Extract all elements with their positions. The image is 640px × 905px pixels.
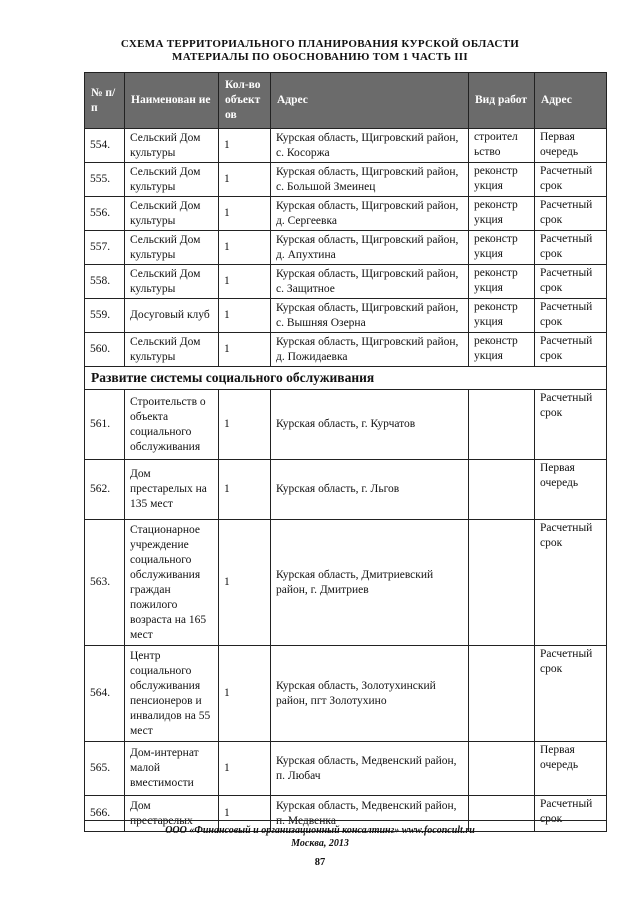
row-number: 560. <box>85 333 125 367</box>
row-count: 1 <box>219 129 271 163</box>
row-term: Расчетный срок <box>535 231 607 265</box>
row-work-type <box>469 742 535 796</box>
row-address: Курская область, Дмитриевский район, г. Дмитриев <box>271 520 469 646</box>
row-number: 561. <box>85 390 125 460</box>
row-term: Расчетный срок <box>535 197 607 231</box>
col-header-count: Кол-во объект ов <box>219 73 271 129</box>
row-work-type <box>469 520 535 646</box>
row-term: Расчетный срок <box>535 646 607 742</box>
table-row <box>85 299 607 333</box>
row-term: Первая очередь <box>535 460 607 520</box>
document-header-title: СХЕМА ТЕРРИТОРИАЛЬНОГО ПЛАНИРОВАНИЯ КУРСКОЙ ОБЛАСТИ <box>120 38 520 50</box>
table-section <box>85 367 607 390</box>
row-term: Первая очередь <box>535 742 607 796</box>
row-name: Сельский Дом культуры <box>125 163 219 197</box>
col-header-number: № п/п <box>85 73 125 129</box>
document-header-subtitle: МАТЕРИАЛЫ ПО ОБОСНОВАНИЮ ТОМ 1 ЧАСТЬ III <box>172 51 468 63</box>
row-number: 558. <box>85 265 125 299</box>
row-name: Стационарное учреждение социального обслуживания граждан пожилого возраста на 165 мест <box>125 520 219 646</box>
row-work-type: реконстр укция <box>469 197 535 231</box>
row-name: Сельский Дом культуры <box>125 231 219 265</box>
footer-company: ООО «Финансовый и организационный консалтинг» www.foconcult.ru <box>165 825 475 836</box>
row-number: 555. <box>85 163 125 197</box>
row-name: Дом престарелых <box>125 796 219 832</box>
row-address: Курская область, Щигровский район, с. Косоржа <box>271 129 469 163</box>
table-row <box>85 390 607 460</box>
row-name: Досуговый клуб <box>125 299 219 333</box>
row-term: Расчетный срок <box>535 520 607 646</box>
row-name: Сельский Дом культуры <box>125 265 219 299</box>
row-term: Расчетный срок <box>535 390 607 460</box>
page-number: 87 <box>314 857 326 868</box>
row-address: Курская область, Медвенский район, п. Любач <box>271 742 469 796</box>
table-header <box>85 73 607 129</box>
row-address: Курская область, г. Льгов <box>271 460 469 520</box>
table-row <box>85 231 607 265</box>
section-title: Развитие системы социального обслуживания <box>85 367 607 390</box>
row-work-type <box>469 390 535 460</box>
row-address: Курская область, Золотухинский район, пгт Золотухино <box>271 646 469 742</box>
table-row <box>85 520 607 646</box>
row-term: Расчетный срок <box>535 265 607 299</box>
row-count: 1 <box>219 333 271 367</box>
row-name: Центр социального обслуживания пенсионеров и инвалидов на 55 мест <box>125 646 219 742</box>
objects-table <box>84 72 607 832</box>
col-header-work-type: Вид работ <box>469 73 535 129</box>
table-row <box>85 333 607 367</box>
table-row <box>85 646 607 742</box>
row-address: Курская область, Щигровский район, д. Апухтина <box>271 231 469 265</box>
table-row <box>85 742 607 796</box>
col-header-name: Наименован ие <box>125 73 219 129</box>
row-count: 1 <box>219 265 271 299</box>
row-term: Расчетный срок <box>535 333 607 367</box>
table-row <box>85 460 607 520</box>
row-work-type: реконстр укция <box>469 231 535 265</box>
footer-city-year: Москва, 2013 <box>291 838 349 849</box>
row-term: Расчетный срок <box>535 163 607 197</box>
row-name: Сельский Дом культуры <box>125 333 219 367</box>
row-work-type: реконстр укция <box>469 265 535 299</box>
row-address: Курская область, Щигровский район, с. Вышняя Озерна <box>271 299 469 333</box>
row-term: Первая очередь <box>535 129 607 163</box>
row-address: Курская область, Щигровский район, д. Сергеевка <box>271 197 469 231</box>
row-work-type: реконстр укция <box>469 299 535 333</box>
row-count: 1 <box>219 197 271 231</box>
row-number: 564. <box>85 646 125 742</box>
row-count: 1 <box>219 299 271 333</box>
row-count: 1 <box>219 742 271 796</box>
row-number: 563. <box>85 520 125 646</box>
row-count: 1 <box>219 390 271 460</box>
row-number: 562. <box>85 460 125 520</box>
row-address: Курская область, Щигровский район, с. Защитное <box>271 265 469 299</box>
row-work-type <box>469 646 535 742</box>
row-number: 557. <box>85 231 125 265</box>
row-name: Дом-интернат малой вместимости <box>125 742 219 796</box>
row-count: 1 <box>219 520 271 646</box>
row-number: 556. <box>85 197 125 231</box>
row-name: Сельский Дом культуры <box>125 129 219 163</box>
row-name: Сельский Дом культуры <box>125 197 219 231</box>
row-work-type: реконстр укция <box>469 333 535 367</box>
row-address: Курская область, Щигровский район, д. Пожидаевка <box>271 333 469 367</box>
row-term: Расчетный срок <box>535 299 607 333</box>
row-number: 566. <box>85 796 125 832</box>
row-count: 1 <box>219 163 271 197</box>
row-work-type: строител ьство <box>469 129 535 163</box>
col-header-term: Адрес <box>535 73 607 129</box>
row-number: 565. <box>85 742 125 796</box>
row-term: Расчетный срок <box>535 796 607 832</box>
row-count: 1 <box>219 646 271 742</box>
table-body-social <box>85 390 607 832</box>
row-name: Строительств о объекта социального обслуживания <box>125 390 219 460</box>
footer-divider <box>84 820 606 821</box>
col-header-address: Адрес <box>271 73 469 129</box>
row-count: 1 <box>219 460 271 520</box>
table-row <box>85 265 607 299</box>
row-work-type <box>469 460 535 520</box>
row-count: 1 <box>219 231 271 265</box>
row-work-type: реконстр укция <box>469 163 535 197</box>
row-address: Курская область, Медвенский район, п. Медвенка <box>271 796 469 832</box>
table-row <box>85 197 607 231</box>
table-row <box>85 163 607 197</box>
row-number: 554. <box>85 129 125 163</box>
table-body-culture <box>85 129 607 367</box>
table-row <box>85 129 607 163</box>
row-address: Курская область, Щигровский район, с. Большой Змеинец <box>271 163 469 197</box>
row-address: Курская область, г. Курчатов <box>271 390 469 460</box>
row-number: 559. <box>85 299 125 333</box>
row-name: Дом престарелых на 135 мест <box>125 460 219 520</box>
row-count: 1 <box>219 796 271 832</box>
